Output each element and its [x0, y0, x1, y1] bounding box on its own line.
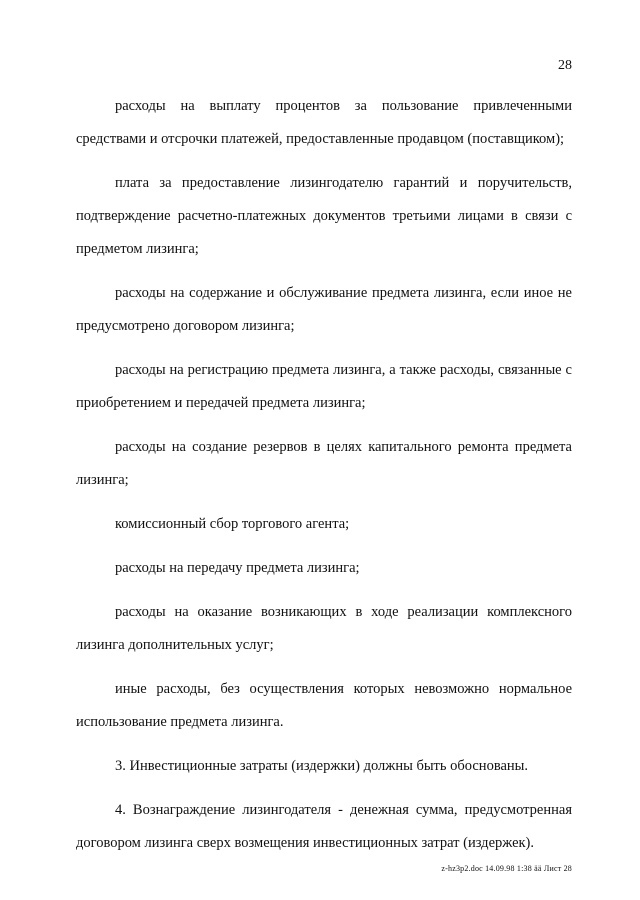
page-number: 28: [558, 58, 572, 73]
paragraph: комиссионный сбор торгового агента;: [115, 516, 350, 532]
paragraph: расходы на содержание и обслуживание предмета лизинга, если иное не предусмотрено договором лизинга;: [76, 285, 572, 334]
paragraph: расходы на создание резервов в целях капитального ремонта предмета лизинга;: [76, 439, 572, 488]
document-body: [76, 90, 572, 871]
paragraph: иные расходы, без осуществления которых невозможно нормальное использование предмета лизинга.: [76, 681, 572, 730]
paragraph: расходы на выплату процентов за пользование привлеченными средствами и отсрочки платежей, предоставленные продавцом (поставщиком);: [76, 98, 572, 147]
paragraph: плата за предоставление лизингодателю гарантий и поручительств, подтверждение расчетно-платежных документов третьими лицами в связи с предметом лизинга;: [76, 175, 572, 257]
paragraph: 4. Вознаграждение лизингодателя - денежная сумма, предусмотренная договором лизинга сверх возмещения инвестиционных затрат (издержек).: [76, 802, 572, 851]
paragraph: расходы на регистрацию предмета лизинга, а также расходы, связанные с приобретением и передачей предмета лизинга;: [76, 362, 572, 411]
paragraph: расходы на оказание возникающих в ходе реализации комплексного лизинга дополнительных услуг;: [76, 604, 572, 653]
page-footer: z-hz3p2.doc 14.09.98 1:38 ää Лист 28: [441, 864, 572, 873]
paragraph: 3. Инвестиционные затраты (издержки) должны быть обоснованы.: [115, 758, 529, 774]
paragraph: расходы на передачу предмета лизинга;: [115, 560, 360, 576]
